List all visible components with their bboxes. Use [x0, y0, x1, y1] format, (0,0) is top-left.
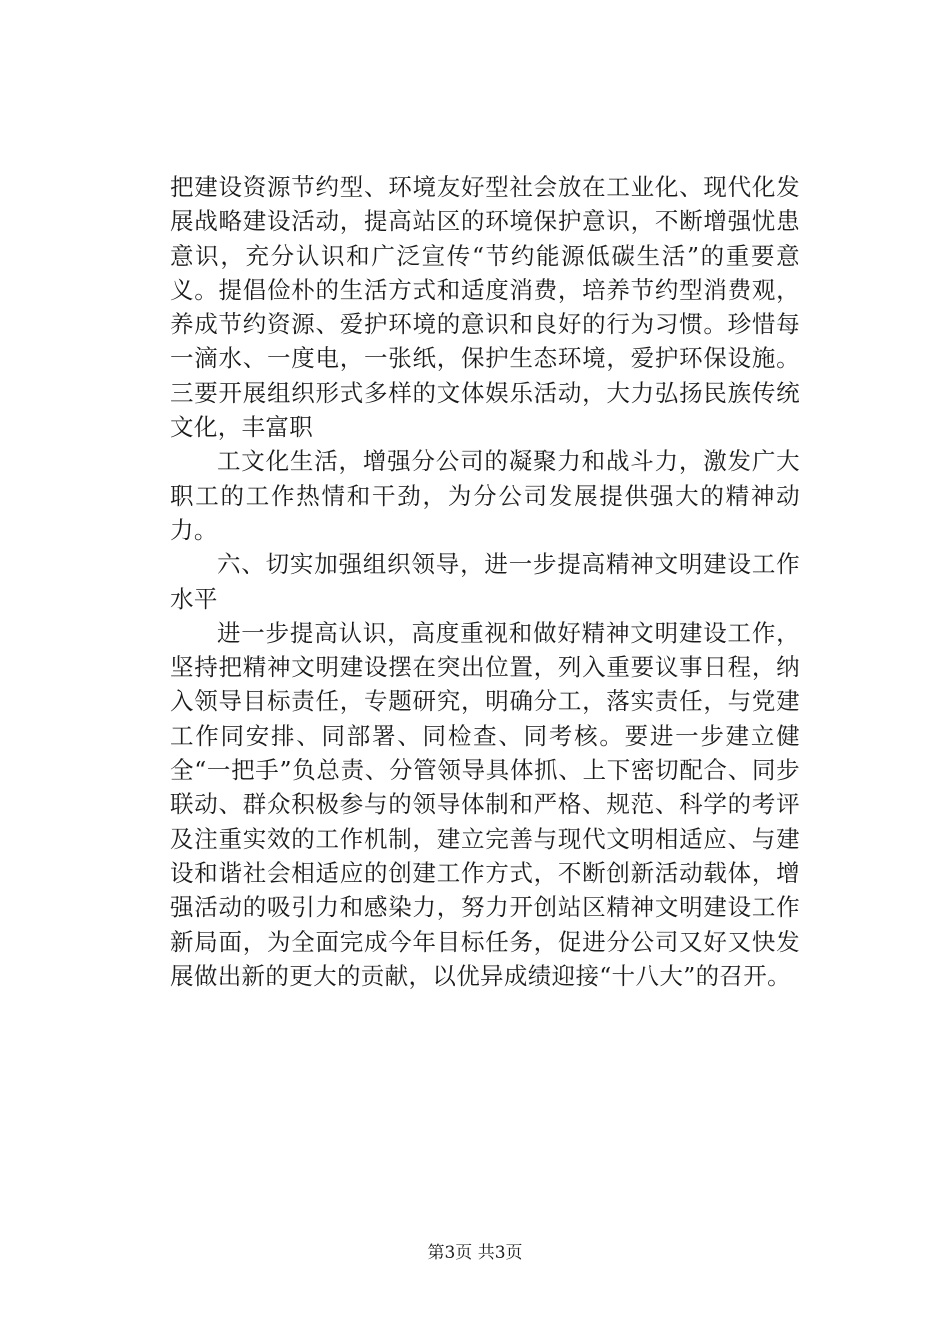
section-heading-six: 六、切实加强组织领导，进一步提高精神文明建设工作水平: [170, 550, 800, 613]
paragraph-staff-culture: 工文化生活，增强分公司的凝聚力和战斗力，激发广大职工的工作热情和干劲，为分公司发展提供强大的精神动力。: [170, 447, 800, 544]
document-body: [170, 170, 800, 993]
paragraph-leadership: 进一步提高认识，高度重视和做好精神文明建设工作，坚持把精神文明建设摆在突出位置，列入重要议事日程，纳入领导目标责任，专题研究，明确分工，落实责任，与党建工作同安排、同部署、同检查、同考核。要进一步建立健全“一把手”负总责、分管领导具体抓、上下密切配合、同步联动、群众积极参与的领导体制和严格、规范、科学的考评及注重实效的工作机制，建立完善与现代文明相适应、与建设和谐社会相适应的创建工作方式，不断创新活动载体，增强活动的吸引力和感染力，努力开创站区精神文明建设工作新局面，为全面完成今年目标任务，促进分公司又好又快发展做出新的更大的贡献，以优异成绩迎接“十八大”的召开。: [170, 618, 800, 990]
page-number-footer: 第3页 共3页: [427, 1243, 523, 1263]
paragraph-continuation: 把建设资源节约型、环境友好型社会放在工业化、现代化发展战略建设活动，提高站区的环境保护意识，不断增强忧患意识，充分认识和广泛宣传“节约能源低碳生活”的重要意义。提倡俭朴的生活方式和适度消费，培养节约型消费观，养成节约资源、爱护环境的意识和良好的行为习惯。珍惜每一滴水、一度电，一张纸，保护生态环境，爱护环保设施。三要开展组织形式多样的文体娱乐活动，大力弘扬民族传统文化，丰富职: [170, 173, 800, 442]
